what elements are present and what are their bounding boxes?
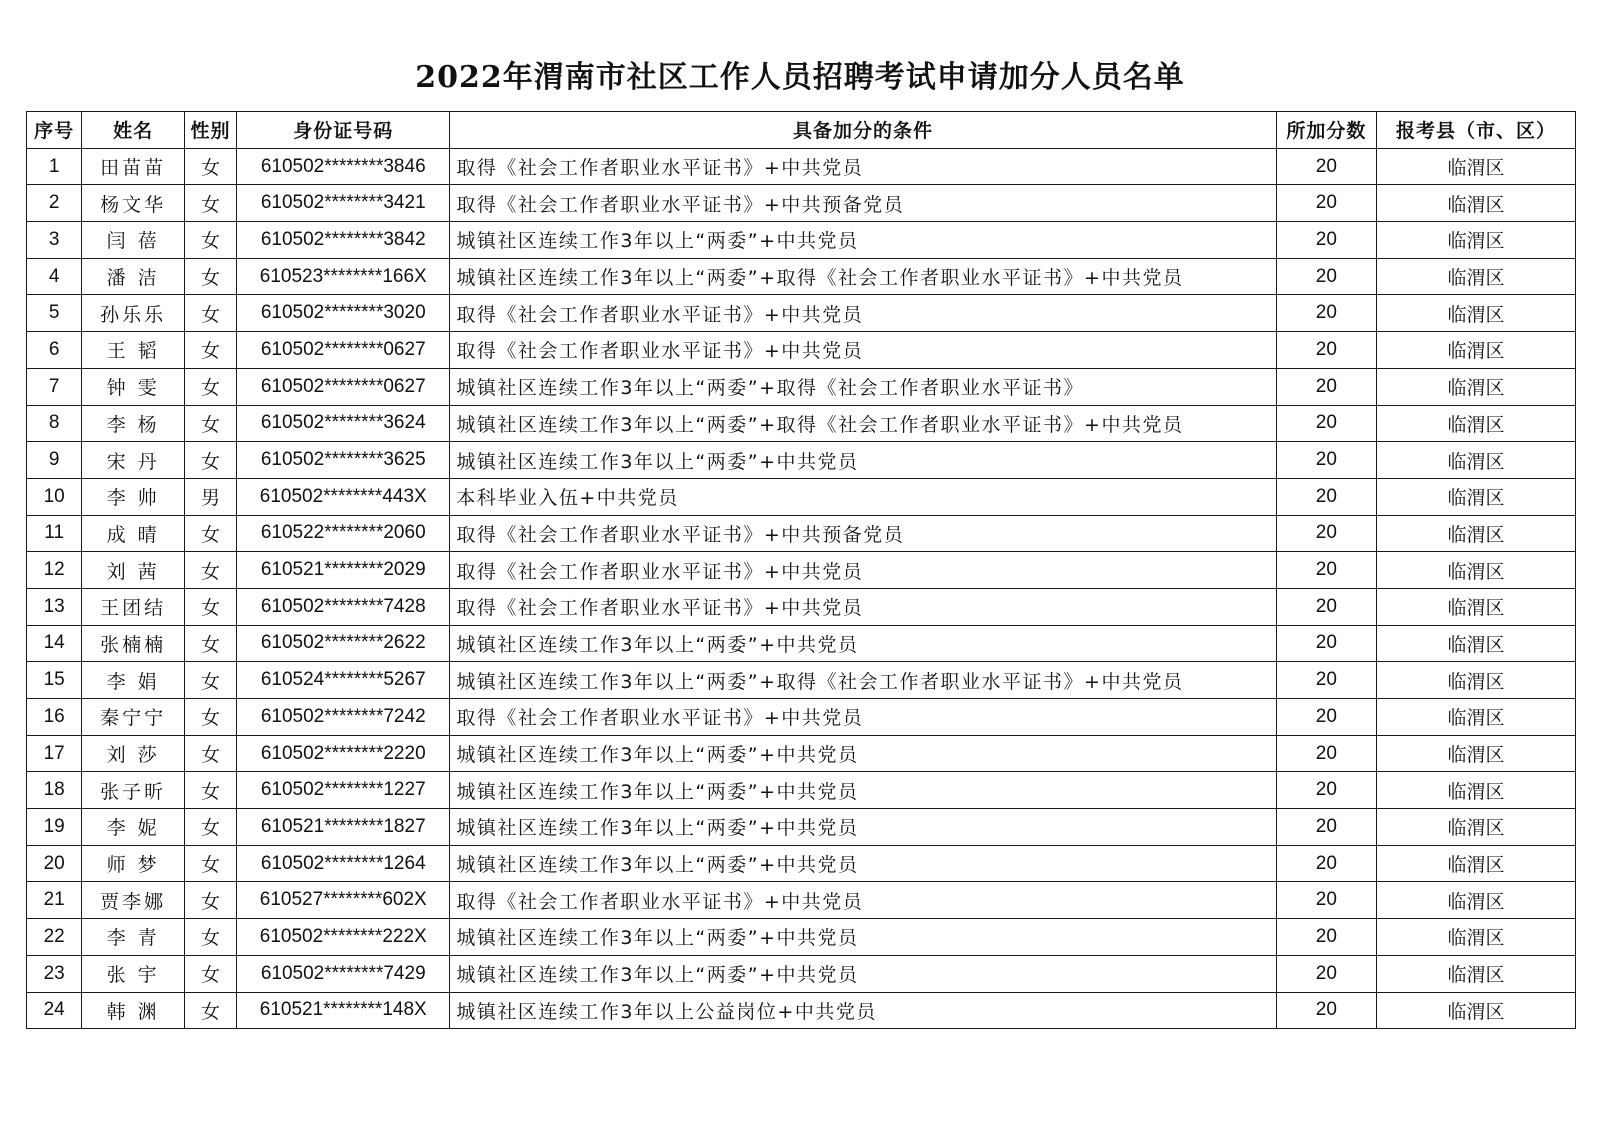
cell-id-number: 610502********7242 xyxy=(237,699,450,736)
table-row xyxy=(27,332,1576,369)
cell-name: 王 韬 xyxy=(82,332,185,369)
cell-county: 临渭区 xyxy=(1377,478,1576,515)
cell-index: 11 xyxy=(27,515,82,552)
cell-conditions: 取得《社会工作者职业水平证书》+中共预备党员 xyxy=(450,185,1276,222)
cell-id-number: 610502********3421 xyxy=(237,185,450,222)
cell-conditions: 城镇社区连续工作3年以上“两委”+取得《社会工作者职业水平证书》+中共党员 xyxy=(450,405,1276,442)
cell-gender: 女 xyxy=(184,955,236,992)
table-row xyxy=(27,882,1576,919)
table-row xyxy=(27,699,1576,736)
cell-index: 2 xyxy=(27,185,82,222)
cell-id-number: 610524********5267 xyxy=(237,662,450,699)
column-header-conditions: 具备加分的条件 xyxy=(450,112,1276,149)
cell-id-number: 610502********3842 xyxy=(237,222,450,259)
applicant-table xyxy=(26,111,1576,1029)
cell-county: 临渭区 xyxy=(1377,222,1576,259)
cell-conditions: 城镇社区连续工作3年以上“两委”+中共党员 xyxy=(450,442,1276,479)
cell-id-number: 610521********148X xyxy=(237,992,450,1029)
cell-bonus-points: 20 xyxy=(1276,772,1376,809)
cell-id-number: 610502********0627 xyxy=(237,332,450,369)
cell-gender: 女 xyxy=(184,368,236,405)
cell-bonus-points: 20 xyxy=(1276,919,1376,956)
cell-gender: 女 xyxy=(184,809,236,846)
cell-county: 临渭区 xyxy=(1377,515,1576,552)
table-row xyxy=(27,185,1576,222)
cell-index: 23 xyxy=(27,955,82,992)
cell-county: 临渭区 xyxy=(1377,442,1576,479)
table-row xyxy=(27,992,1576,1029)
cell-bonus-points: 20 xyxy=(1276,222,1376,259)
cell-bonus-points: 20 xyxy=(1276,625,1376,662)
cell-conditions: 城镇社区连续工作3年以上“两委”+中共党员 xyxy=(450,845,1276,882)
cell-conditions: 取得《社会工作者职业水平证书》+中共党员 xyxy=(450,332,1276,369)
cell-conditions: 取得《社会工作者职业水平证书》+中共党员 xyxy=(450,552,1276,589)
table-row xyxy=(27,588,1576,625)
cell-county: 临渭区 xyxy=(1377,332,1576,369)
column-header-id-number: 身份证号码 xyxy=(237,112,450,149)
table-row xyxy=(27,955,1576,992)
cell-conditions: 城镇社区连续工作3年以上“两委”+中共党员 xyxy=(450,772,1276,809)
cell-name: 李 青 xyxy=(82,919,185,956)
column-header-gender: 性别 xyxy=(184,112,236,149)
cell-bonus-points: 20 xyxy=(1276,882,1376,919)
cell-conditions: 城镇社区连续工作3年以上“两委”+中共党员 xyxy=(450,809,1276,846)
cell-id-number: 610502********222X xyxy=(237,919,450,956)
cell-index: 6 xyxy=(27,332,82,369)
cell-id-number: 610523********166X xyxy=(237,258,450,295)
cell-gender: 女 xyxy=(184,662,236,699)
cell-id-number: 610502********3625 xyxy=(237,442,450,479)
cell-county: 临渭区 xyxy=(1377,148,1576,185)
cell-name: 成 晴 xyxy=(82,515,185,552)
cell-bonus-points: 20 xyxy=(1276,258,1376,295)
cell-name: 李 妮 xyxy=(82,809,185,846)
table-row xyxy=(27,368,1576,405)
cell-name: 王团结 xyxy=(82,588,185,625)
cell-id-number: 610521********2029 xyxy=(237,552,450,589)
cell-name: 韩 渊 xyxy=(82,992,185,1029)
cell-county: 临渭区 xyxy=(1377,992,1576,1029)
table-row xyxy=(27,552,1576,589)
cell-bonus-points: 20 xyxy=(1276,185,1376,222)
cell-gender: 女 xyxy=(184,148,236,185)
cell-id-number: 610502********7428 xyxy=(237,588,450,625)
column-header-name: 姓名 xyxy=(82,112,185,149)
cell-bonus-points: 20 xyxy=(1276,735,1376,772)
table-row xyxy=(27,919,1576,956)
cell-county: 临渭区 xyxy=(1377,588,1576,625)
cell-index: 7 xyxy=(27,368,82,405)
table-row xyxy=(27,735,1576,772)
cell-conditions: 城镇社区连续工作3年以上“两委”+取得《社会工作者职业水平证书》 xyxy=(450,368,1276,405)
cell-id-number: 610502********443X xyxy=(237,478,450,515)
cell-gender: 女 xyxy=(184,735,236,772)
cell-gender: 女 xyxy=(184,772,236,809)
cell-bonus-points: 20 xyxy=(1276,442,1376,479)
table-row xyxy=(27,148,1576,185)
cell-index: 24 xyxy=(27,992,82,1029)
cell-index: 17 xyxy=(27,735,82,772)
table-row xyxy=(27,515,1576,552)
column-header-bonus-points: 所加分数 xyxy=(1276,112,1376,149)
cell-id-number: 610502********0627 xyxy=(237,368,450,405)
cell-index: 22 xyxy=(27,919,82,956)
table-row xyxy=(27,662,1576,699)
cell-bonus-points: 20 xyxy=(1276,148,1376,185)
cell-conditions: 取得《社会工作者职业水平证书》+中共党员 xyxy=(450,699,1276,736)
cell-name: 张 宇 xyxy=(82,955,185,992)
cell-index: 4 xyxy=(27,258,82,295)
cell-name: 钟 雯 xyxy=(82,368,185,405)
table-body xyxy=(27,148,1576,1029)
cell-bonus-points: 20 xyxy=(1276,955,1376,992)
cell-index: 16 xyxy=(27,699,82,736)
cell-conditions: 取得《社会工作者职业水平证书》+中共预备党员 xyxy=(450,515,1276,552)
cell-name: 闫 蓓 xyxy=(82,222,185,259)
cell-index: 15 xyxy=(27,662,82,699)
cell-bonus-points: 20 xyxy=(1276,552,1376,589)
cell-index: 3 xyxy=(27,222,82,259)
cell-county: 临渭区 xyxy=(1377,625,1576,662)
cell-bonus-points: 20 xyxy=(1276,809,1376,846)
cell-county: 临渭区 xyxy=(1377,368,1576,405)
cell-conditions: 城镇社区连续工作3年以上“两委”+中共党员 xyxy=(450,222,1276,259)
cell-index: 10 xyxy=(27,478,82,515)
cell-conditions: 取得《社会工作者职业水平证书》+中共党员 xyxy=(450,588,1276,625)
cell-id-number: 610502********2220 xyxy=(237,735,450,772)
cell-index: 21 xyxy=(27,882,82,919)
cell-name: 李 杨 xyxy=(82,405,185,442)
cell-gender: 女 xyxy=(184,625,236,662)
cell-id-number: 610502********1264 xyxy=(237,845,450,882)
cell-gender: 男 xyxy=(184,478,236,515)
table-row xyxy=(27,625,1576,662)
cell-county: 临渭区 xyxy=(1377,845,1576,882)
cell-bonus-points: 20 xyxy=(1276,515,1376,552)
cell-conditions: 城镇社区连续工作3年以上“两委”+中共党员 xyxy=(450,919,1276,956)
cell-id-number: 610502********7429 xyxy=(237,955,450,992)
cell-gender: 女 xyxy=(184,845,236,882)
cell-id-number: 610502********3020 xyxy=(237,295,450,332)
cell-id-number: 610527********602X xyxy=(237,882,450,919)
cell-gender: 女 xyxy=(184,405,236,442)
cell-county: 临渭区 xyxy=(1377,699,1576,736)
cell-conditions: 城镇社区连续工作3年以上公益岗位+中共党员 xyxy=(450,992,1276,1029)
cell-gender: 女 xyxy=(184,515,236,552)
cell-index: 5 xyxy=(27,295,82,332)
cell-name: 贾李娜 xyxy=(82,882,185,919)
cell-bonus-points: 20 xyxy=(1276,662,1376,699)
cell-name: 孙乐乐 xyxy=(82,295,185,332)
cell-index: 8 xyxy=(27,405,82,442)
cell-id-number: 610502********1227 xyxy=(237,772,450,809)
cell-gender: 女 xyxy=(184,882,236,919)
cell-gender: 女 xyxy=(184,222,236,259)
table-row xyxy=(27,222,1576,259)
column-header-index: 序号 xyxy=(27,112,82,149)
table-row xyxy=(27,845,1576,882)
cell-gender: 女 xyxy=(184,552,236,589)
cell-name: 李 娟 xyxy=(82,662,185,699)
cell-index: 14 xyxy=(27,625,82,662)
cell-gender: 女 xyxy=(184,185,236,222)
cell-bonus-points: 20 xyxy=(1276,478,1376,515)
table-header-row xyxy=(27,112,1576,149)
cell-gender: 女 xyxy=(184,588,236,625)
cell-county: 临渭区 xyxy=(1377,809,1576,846)
cell-name: 宋 丹 xyxy=(82,442,185,479)
cell-gender: 女 xyxy=(184,919,236,956)
cell-conditions: 城镇社区连续工作3年以上“两委”+中共党员 xyxy=(450,955,1276,992)
cell-gender: 女 xyxy=(184,332,236,369)
cell-bonus-points: 20 xyxy=(1276,699,1376,736)
cell-county: 临渭区 xyxy=(1377,955,1576,992)
cell-conditions: 取得《社会工作者职业水平证书》+中共党员 xyxy=(450,148,1276,185)
cell-county: 临渭区 xyxy=(1377,405,1576,442)
cell-index: 13 xyxy=(27,588,82,625)
cell-bonus-points: 20 xyxy=(1276,992,1376,1029)
cell-index: 12 xyxy=(27,552,82,589)
cell-index: 19 xyxy=(27,809,82,846)
cell-county: 临渭区 xyxy=(1377,258,1576,295)
cell-name: 师 梦 xyxy=(82,845,185,882)
cell-index: 1 xyxy=(27,148,82,185)
cell-county: 临渭区 xyxy=(1377,295,1576,332)
cell-id-number: 610522********2060 xyxy=(237,515,450,552)
cell-bonus-points: 20 xyxy=(1276,405,1376,442)
cell-county: 临渭区 xyxy=(1377,882,1576,919)
cell-index: 20 xyxy=(27,845,82,882)
cell-county: 临渭区 xyxy=(1377,552,1576,589)
cell-conditions: 城镇社区连续工作3年以上“两委”+取得《社会工作者职业水平证书》+中共党员 xyxy=(450,662,1276,699)
cell-county: 临渭区 xyxy=(1377,185,1576,222)
cell-county: 临渭区 xyxy=(1377,735,1576,772)
cell-index: 18 xyxy=(27,772,82,809)
cell-id-number: 610502********3846 xyxy=(237,148,450,185)
column-header-county: 报考县（市、区） xyxy=(1377,112,1576,149)
cell-name: 刘 茜 xyxy=(82,552,185,589)
cell-conditions: 取得《社会工作者职业水平证书》+中共党员 xyxy=(450,882,1276,919)
cell-name: 杨文华 xyxy=(82,185,185,222)
table-row xyxy=(27,258,1576,295)
cell-gender: 女 xyxy=(184,295,236,332)
cell-conditions: 本科毕业入伍+中共党员 xyxy=(450,478,1276,515)
cell-name: 刘 莎 xyxy=(82,735,185,772)
cell-gender: 女 xyxy=(184,992,236,1029)
table-row xyxy=(27,405,1576,442)
table-row xyxy=(27,478,1576,515)
page-title: 2022年渭南市社区工作人员招聘考试申请加分人员名单 xyxy=(415,60,1185,95)
cell-id-number: 610502********3624 xyxy=(237,405,450,442)
cell-bonus-points: 20 xyxy=(1276,845,1376,882)
cell-bonus-points: 20 xyxy=(1276,588,1376,625)
cell-name: 张子昕 xyxy=(82,772,185,809)
cell-conditions: 城镇社区连续工作3年以上“两委”+中共党员 xyxy=(450,735,1276,772)
cell-id-number: 610502********2622 xyxy=(237,625,450,662)
cell-id-number: 610521********1827 xyxy=(237,809,450,846)
cell-bonus-points: 20 xyxy=(1276,368,1376,405)
cell-index: 9 xyxy=(27,442,82,479)
cell-name: 秦宁宁 xyxy=(82,699,185,736)
cell-name: 张楠楠 xyxy=(82,625,185,662)
table-row xyxy=(27,442,1576,479)
cell-bonus-points: 20 xyxy=(1276,295,1376,332)
cell-county: 临渭区 xyxy=(1377,919,1576,956)
table-row xyxy=(27,295,1576,332)
cell-name: 李 帅 xyxy=(82,478,185,515)
cell-name: 潘 洁 xyxy=(82,258,185,295)
cell-county: 临渭区 xyxy=(1377,772,1576,809)
cell-name: 田苗苗 xyxy=(82,148,185,185)
cell-county: 临渭区 xyxy=(1377,662,1576,699)
cell-conditions: 取得《社会工作者职业水平证书》+中共党员 xyxy=(450,295,1276,332)
cell-conditions: 城镇社区连续工作3年以上“两委”+中共党员 xyxy=(450,625,1276,662)
cell-conditions: 城镇社区连续工作3年以上“两委”+取得《社会工作者职业水平证书》+中共党员 xyxy=(450,258,1276,295)
cell-gender: 女 xyxy=(184,699,236,736)
cell-gender: 女 xyxy=(184,258,236,295)
cell-gender: 女 xyxy=(184,442,236,479)
table-row xyxy=(27,809,1576,846)
cell-bonus-points: 20 xyxy=(1276,332,1376,369)
table-row xyxy=(27,772,1576,809)
